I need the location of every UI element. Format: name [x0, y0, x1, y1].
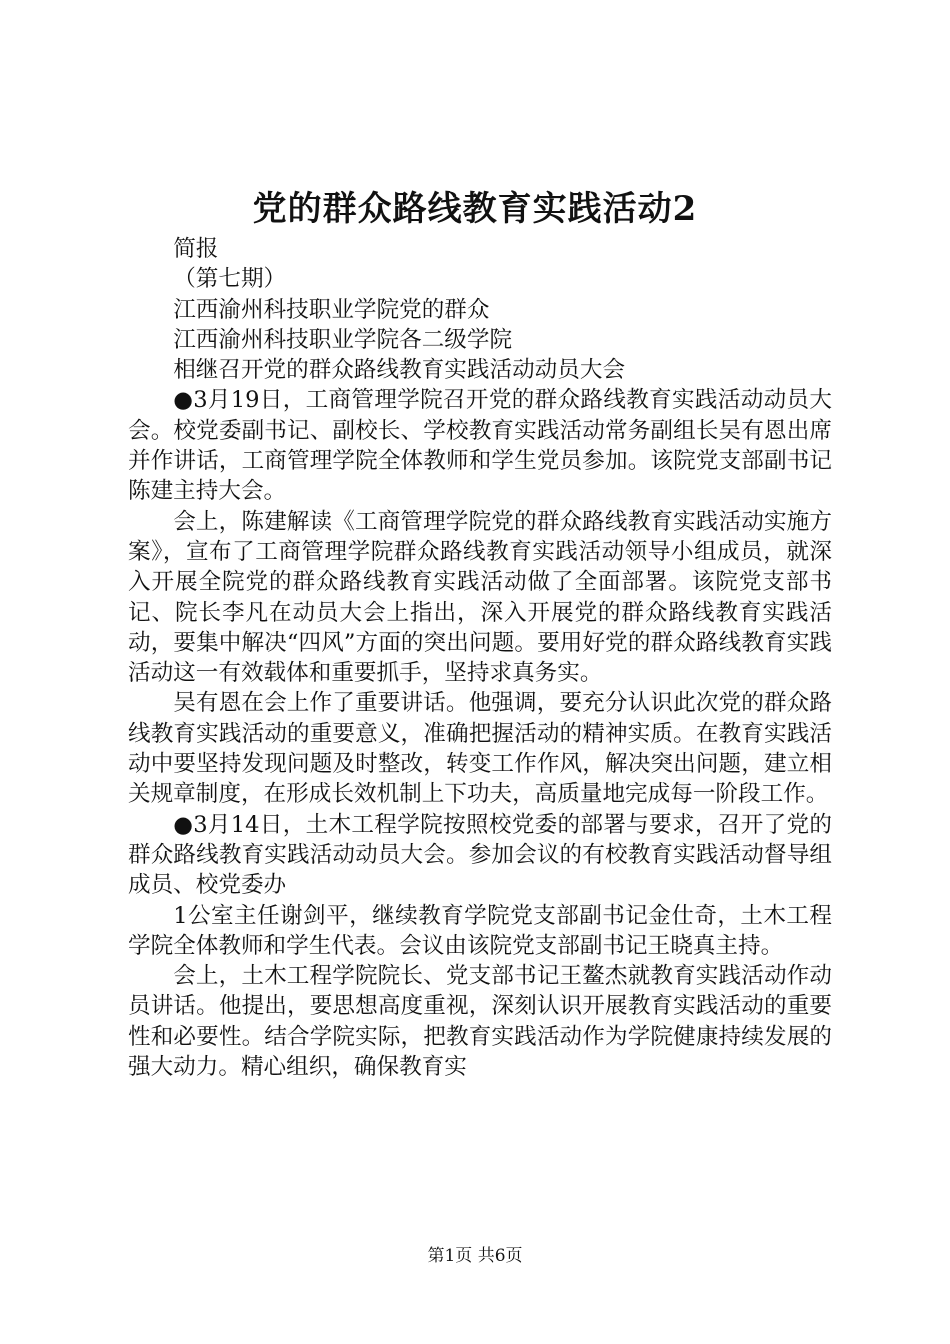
paragraph: ●3月19日，工商管理学院召开党的群众路线教育实践活动动员大会。校党委副书记、副校长、学校教育实践活动常务副组长吴有恩出席并作讲话，工商管理学院全体教师和学生党员参加。该院党支部副书记陈建主持大会。 [128, 387, 832, 505]
paragraph: 江西渝州科技职业学院党的群众 [173, 296, 490, 323]
paragraph: ●3月14日，土木工程学院按照校党委的部署与要求，召开了党的群众路线教育实践活动动员大会。参加会议的有校教育实践活动督导组成员、校党委办 [128, 811, 832, 899]
paragraph: 会上，陈建解读《工商管理学院党的群众路线教育实践活动实施方案》，宣布了工商管理学院群众路线教育实践活动领导小组成员，就深入开展全院党的群众路线教育实践活动做了全面部署。该院党支部书记、院长李凡在动员大会上指出，深入开展党的群众路线教育实践活动，要集中解决“四风”方面的突出问题。要用好党的群众路线教育实践活动这一有效载体和重要抓手，坚持求真务实。 [128, 508, 832, 687]
paragraph: 吴有恩在会上作了重要讲话。他强调，要充分认识此次党的群众路线教育实践活动的重要意义，准确把握活动的精神实质。在教育实践活动中要坚持发现问题及时整改，转变工作作风，解决突出问题，建立相关规章制度，在形成长效机制上下功夫，高质量地完成每一阶段工作。 [128, 690, 832, 808]
paragraph: 简报 [173, 236, 219, 262]
page-footer: 第1页 共6页 [427, 1246, 523, 1266]
paragraph: 江西渝州科技职业学院各二级学院 [173, 326, 513, 353]
paragraph: 相继召开党的群众路线教育实践活动动员大会 [173, 357, 626, 384]
document-title: 党的群众路线教育实践活动2 [252, 189, 698, 229]
paragraph: 会上，土木工程学院院长、党支部书记王鳌杰就教育实践活动作动员讲话。他提出，要思想高度重视，深刻认识开展教育实践活动的重要性和必要性。结合学院实际，把教育实践活动作为学院健康持续发展的强大动力。精心组织，确保教育实 [128, 963, 832, 1081]
paragraph: 1公室主任谢剑平，继续教育学院党支部副书记金仕奇，土木工程学院全体教师和学生代表。会议由该院党支部副书记王晓真主持。 [128, 902, 832, 959]
document-body [128, 234, 832, 1082]
paragraph: （第七期） [173, 266, 287, 293]
